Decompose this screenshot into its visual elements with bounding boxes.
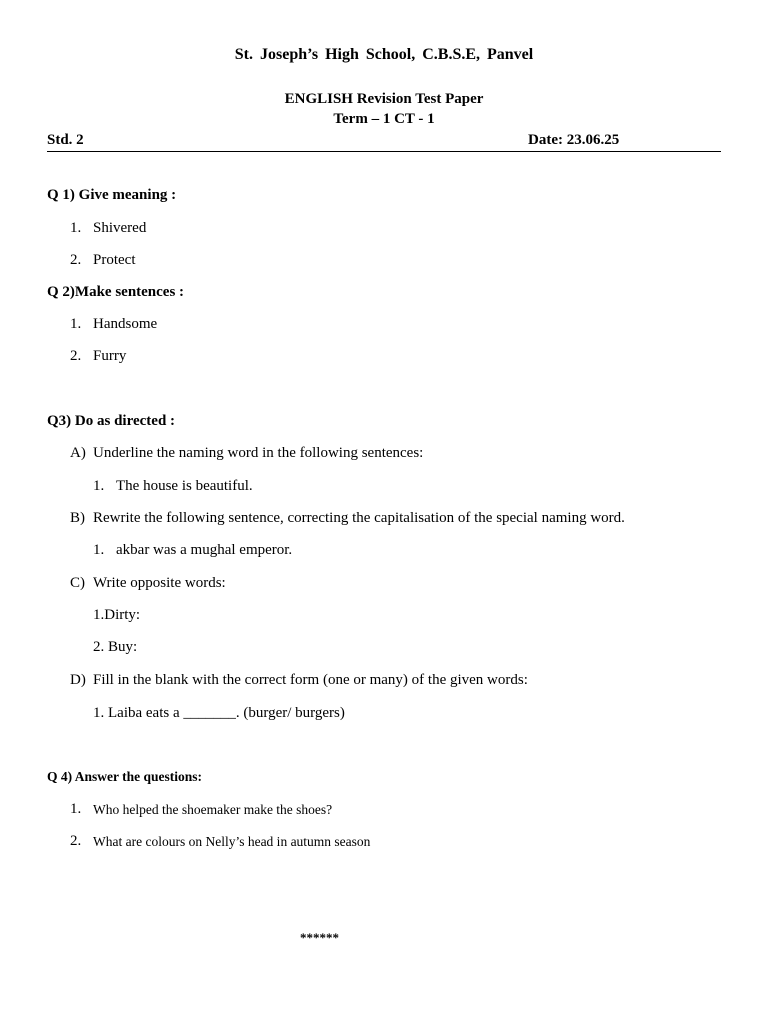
- date-label: Date: 23.06.25: [528, 132, 620, 148]
- q3-c-word-1: 1.Dirty:: [93, 607, 141, 623]
- header-divider: [47, 151, 721, 152]
- q4-item-2-number: 2.: [70, 833, 82, 849]
- q3-a-instruction: Underline the naming word in the following sentences:: [93, 445, 424, 461]
- q2-item-2-number: 2.: [70, 348, 82, 364]
- q1-item-1-number: 1.: [70, 220, 82, 236]
- q1-item-2-number: 2.: [70, 252, 82, 268]
- paper-title: ENGLISH Revision Test Paper: [284, 91, 484, 107]
- q3-a-label: A): [70, 445, 86, 461]
- q2-item-1-number: 1.: [70, 316, 82, 332]
- q3-c-label: C): [70, 575, 85, 591]
- q2-item-1: Handsome: [93, 316, 158, 332]
- q3-heading: Q3) Do as directed :: [47, 413, 176, 429]
- q2-heading: Q 2)Make sentences :: [47, 284, 185, 300]
- q1-heading: Q 1) Give meaning :: [47, 187, 177, 203]
- q3-d-sentence: 1. Laiba eats a _______. (burger/ burgers): [93, 705, 345, 721]
- school-name: St. Joseph’s High School, C.B.S.E, Panvel: [234, 46, 534, 63]
- q4-item-1: Who helped the shoemaker make the shoes?: [93, 802, 333, 817]
- q3-a-sentence: The house is beautiful.: [116, 478, 253, 494]
- q3-c-word-2: 2. Buy:: [93, 639, 138, 655]
- q2-item-2: Furry: [93, 348, 127, 364]
- q3-b-label: B): [70, 510, 85, 526]
- q3-a-sub-number: 1.: [93, 478, 105, 494]
- q3-b-sentence: akbar was a mughal emperor.: [116, 542, 293, 558]
- q3-d-label: D): [70, 672, 86, 688]
- q4-item-2: What are colours on Nelly’s head in autumn season: [93, 834, 371, 849]
- end-marker: ******: [300, 930, 339, 945]
- q4-heading: Q 4) Answer the questions:: [47, 769, 203, 784]
- q3-c-instruction: Write opposite words:: [93, 575, 226, 591]
- q4-item-1-number: 1.: [70, 801, 82, 817]
- q1-item-2: Protect: [93, 252, 136, 268]
- standard-label: Std. 2: [47, 132, 84, 148]
- q3-b-sub-number: 1.: [93, 542, 105, 558]
- q3-d-instruction: Fill in the blank with the correct form (one or many) of the given words:: [93, 672, 528, 688]
- q1-item-1: Shivered: [93, 220, 147, 236]
- term-label: Term – 1 CT - 1: [333, 111, 435, 127]
- q3-b-instruction: Rewrite the following sentence, correcting the capitalisation of the special naming word.: [93, 510, 625, 526]
